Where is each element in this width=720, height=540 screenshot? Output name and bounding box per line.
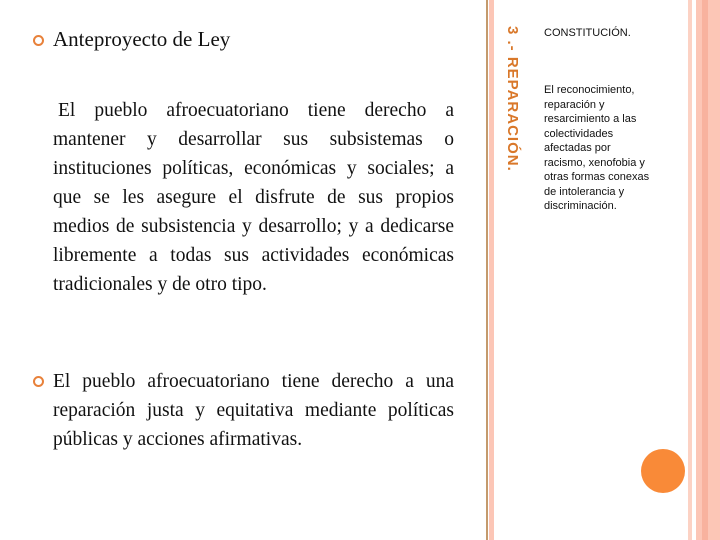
side-text: El reconocimiento, reparación y resarcimiento a las colectividades afectadas por racismo, xenofobia y otras formas conexas de intolerancia y discriminación. — [544, 84, 650, 212]
side-title: CONSTITUCIÓN. — [544, 27, 631, 39]
edge-stripe — [708, 0, 720, 540]
bullet-icon — [33, 35, 44, 46]
bullet-icon — [33, 376, 44, 387]
section-label: 3 .- REPARACIÓN. — [504, 26, 521, 172]
decorative-circle — [641, 449, 685, 493]
edge-stripe — [688, 0, 692, 540]
paragraph-reparation: El pueblo afroecuatoriano tiene derecho a una reparación justa y equitativa mediante políticas públicas y acciones afirmativas. — [53, 371, 454, 450]
divider-line — [486, 0, 488, 540]
slide-title: Anteproyecto de Ley — [53, 27, 231, 51]
paragraph-rights: El pueblo afroecuatoriano tiene derecho a mantener y desarrollar sus subsistemas o instituciones políticas, económicas y sociales; a que se les asegure el disfrute de sus propios medios de subsistencia y desarrollo; y a dedicarse libremente a todas sus actividades económicas tradicionales y de otro tipo. — [53, 100, 454, 295]
divider-stripe — [489, 0, 494, 540]
